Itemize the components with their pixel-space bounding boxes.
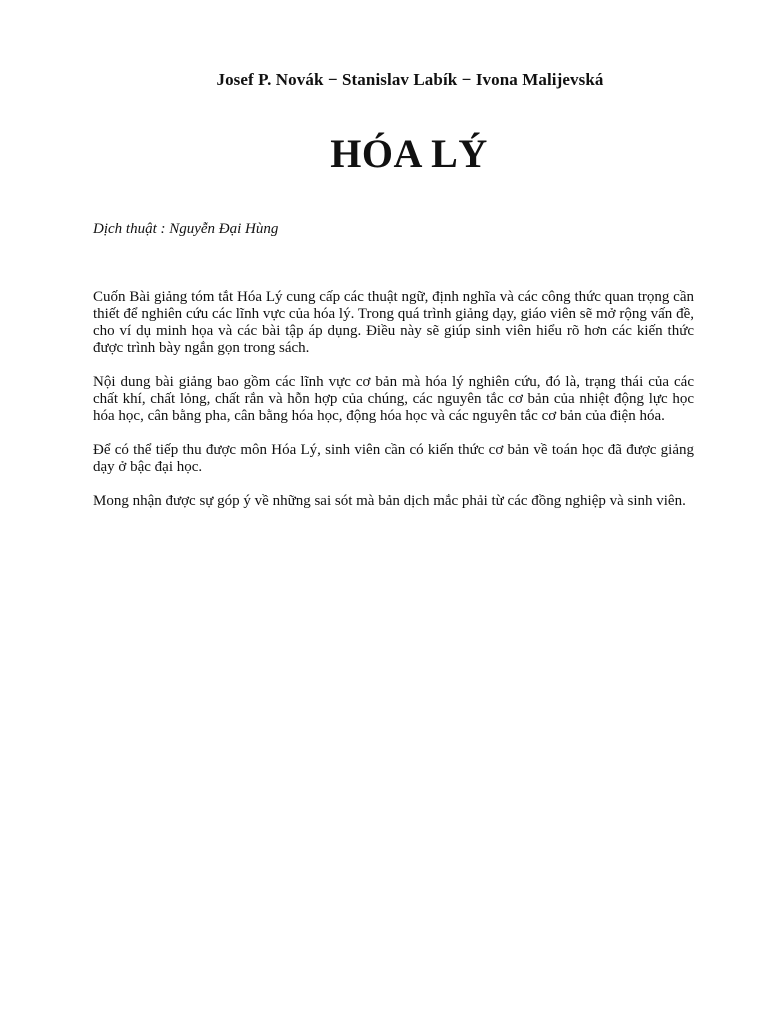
paragraph-intro: Cuốn Bài giảng tóm tắt Hóa Lý cung cấp các thuật ngữ, định nghĩa và các công thức quan trọng cần thiết để nghiên cứu các lĩnh vực của hóa lý. Trong quá trình giảng dạy, giáo viên sẽ mở rộng vấn đề, cho ví dụ minh họa và các bài tập áp dụng. Điều này sẽ giúp sinh viên hiểu rõ hơn các kiến thức được trình bày ngắn gọn trong sách. bbox=[93, 289, 694, 356]
translator-credit: Dịch thuật : Nguyễn Đại Hùng bbox=[93, 221, 279, 237]
paragraph-feedback: Mong nhận được sự góp ý về những sai sót mà bản dịch mắc phải từ các đồng nghiệp và sinh viên. bbox=[93, 493, 686, 509]
paragraph-prerequisites: Để có thể tiếp thu được môn Hóa Lý, sinh viên cần có kiến thức cơ bản về toán học đã được giảng dạy ở bậc đại học. bbox=[93, 442, 694, 475]
body-text bbox=[93, 289, 694, 527]
document-title: HÓA LÝ bbox=[330, 131, 488, 176]
authors-line: Josef P. Novák − Stanislav Labík − Ivona Malijevská bbox=[216, 70, 604, 89]
paragraph-content: Nội dung bài giảng bao gồm các lĩnh vực cơ bản mà hóa lý nghiên cứu, đó là, trạng thái của các chất khí, chất lỏng, chất rắn và hỗn hợp của chúng, các nguyên tắc cơ bản của nhiệt động lực học hóa học, cân bằng pha, cân bằng hóa học, động hóa học và các nguyên tắc cơ bản của điện hóa. bbox=[93, 374, 694, 424]
